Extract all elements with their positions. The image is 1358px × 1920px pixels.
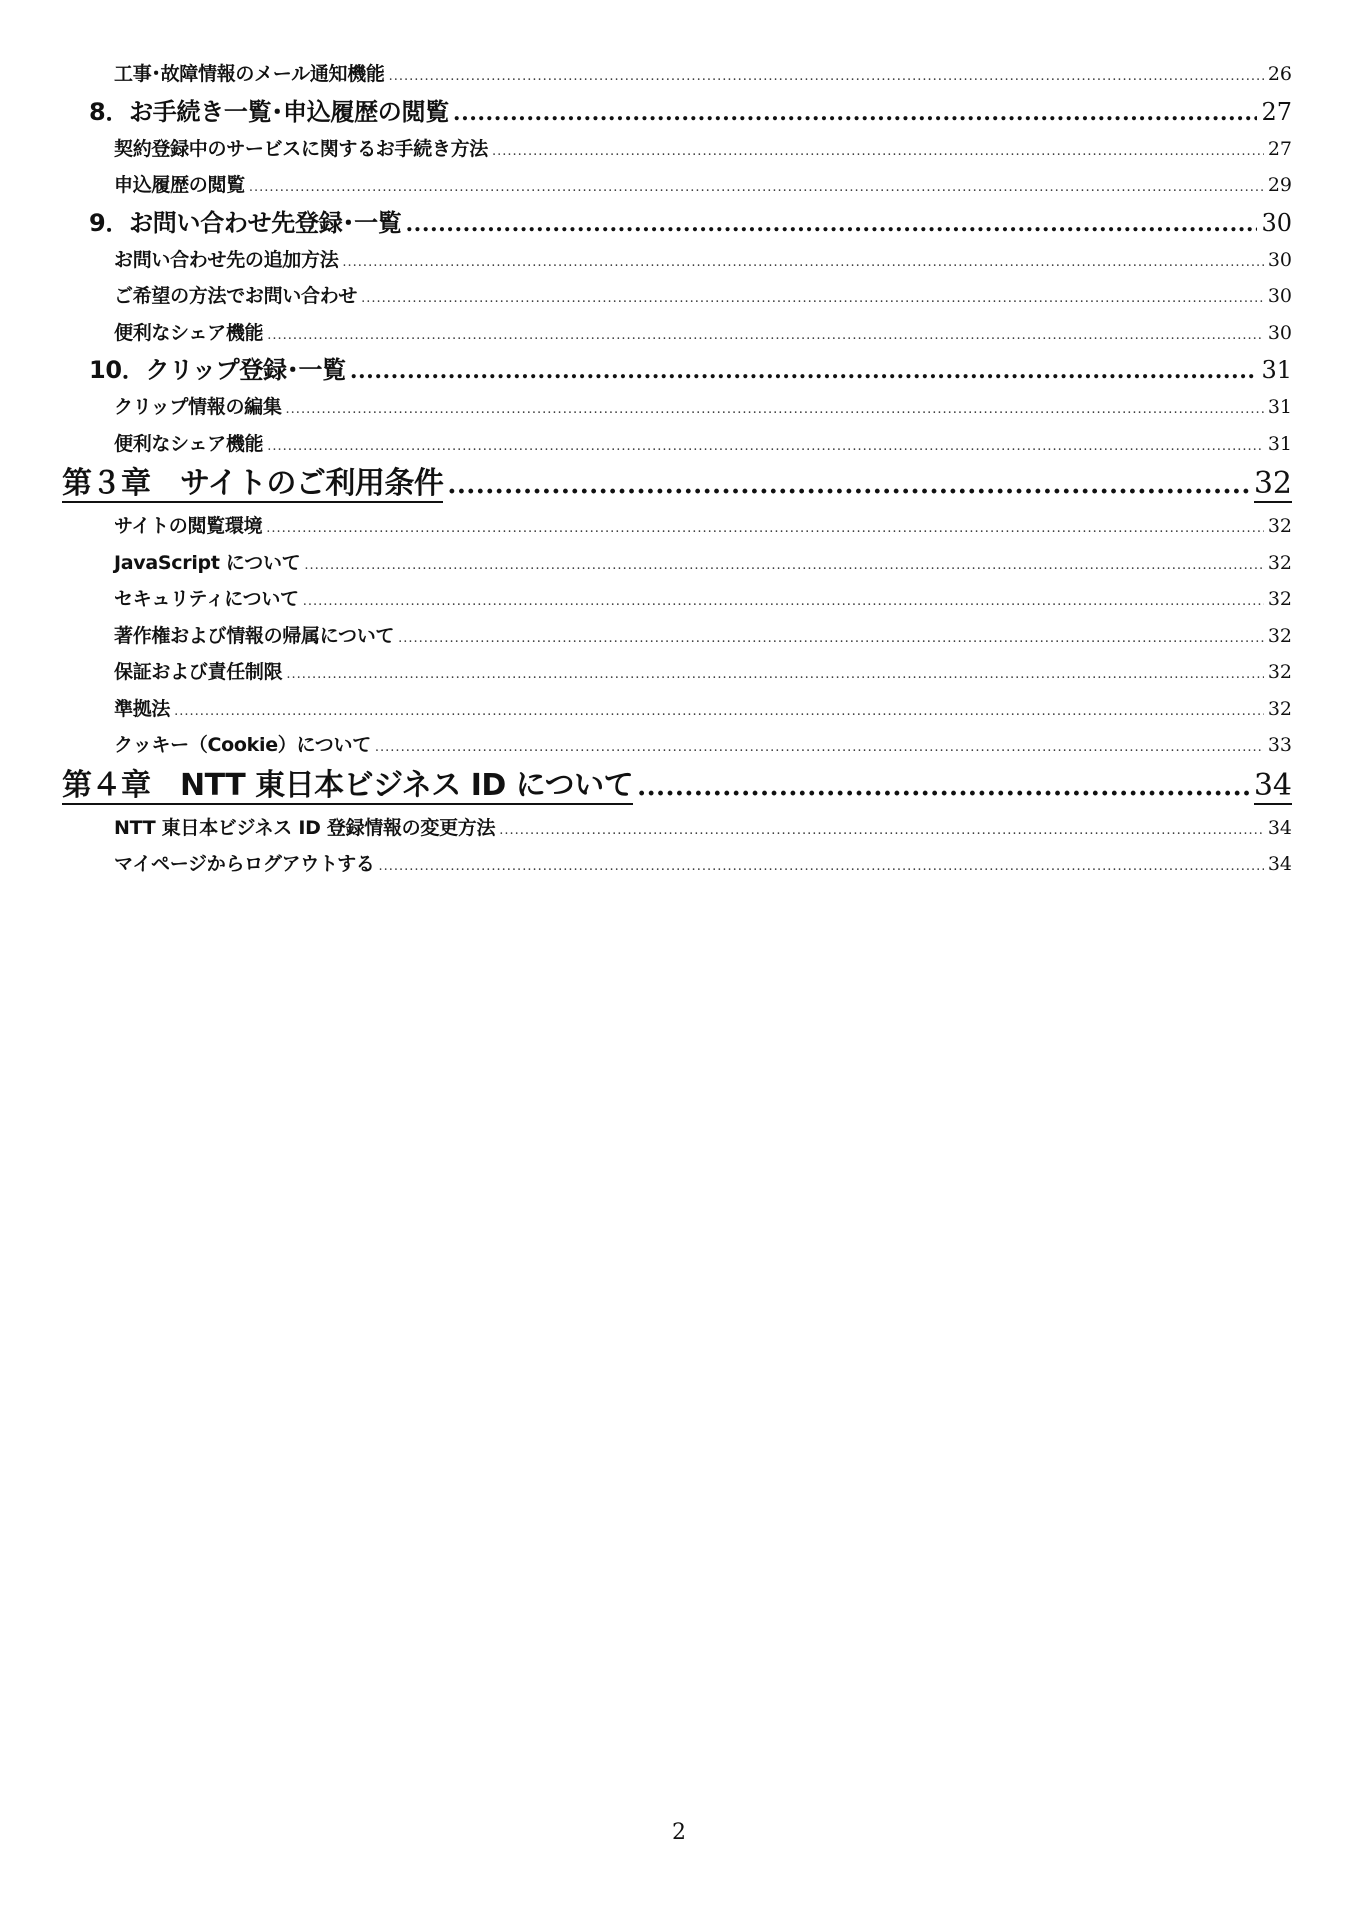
toc-section-entry[interactable] [62, 204, 1292, 242]
toc-dot-leader [174, 694, 1264, 731]
toc-entry-page: 32 [1267, 588, 1292, 610]
toc-entry-page: 31 [1267, 432, 1292, 455]
toc-dot-leader [398, 621, 1264, 658]
toc-entry-page: 27 [1261, 97, 1292, 126]
toc-entry[interactable] [62, 167, 1292, 204]
toc-entry-page: 31 [1261, 356, 1292, 384]
page-number: 2 [672, 1820, 686, 1845]
toc-entry[interactable] [62, 545, 1292, 582]
toc-entry-page: 30 [1261, 208, 1292, 237]
toc-section-entry[interactable] [62, 93, 1292, 131]
toc-dot-leader [267, 318, 1264, 355]
toc-dot-leader [286, 657, 1264, 694]
toc-chapter-page: 32 [1253, 466, 1292, 501]
toc-entry-page: 34 [1267, 853, 1292, 875]
toc-chapter-entry[interactable] [62, 764, 1292, 810]
toc-entry-title: 契約登録中のサービスに関するお手続き方法 [114, 137, 489, 160]
toc-entry-page: 32 [1267, 661, 1292, 683]
toc-entry[interactable] [62, 846, 1292, 883]
toc-entry-title: お問い合わせ先の追加方法 [114, 248, 339, 271]
toc-dot-leader [389, 59, 1264, 96]
toc-entry-title: 著作権および情報の帰属について [114, 624, 395, 647]
toc-dot-leader [304, 548, 1263, 585]
toc-entry-title: 便利なシェア機能 [114, 432, 264, 455]
toc-entry[interactable] [62, 278, 1292, 315]
toc-entry-title: 工事･故障情報のメール通知機能 [114, 63, 385, 85]
toc-entry[interactable] [62, 508, 1292, 545]
toc-chapter-entry[interactable] [62, 462, 1292, 508]
toc-entry[interactable] [62, 131, 1292, 168]
toc-entry-title: 準拠法 [114, 697, 171, 720]
toc-dot-leader [361, 281, 1264, 318]
toc-entry-page: 30 [1267, 321, 1292, 344]
toc-dot-leader [406, 205, 1258, 243]
toc-entry-page: 32 [1267, 551, 1292, 574]
toc-entry-title: 9．お問い合わせ先登録･一覧 [89, 208, 402, 237]
toc-dot-leader [499, 813, 1264, 850]
toc-entry-title: 便利なシェア機能 [114, 321, 264, 344]
toc-entry-page: 34 [1267, 816, 1292, 839]
toc-dot-leader [266, 511, 1264, 548]
toc-dot-leader [375, 730, 1264, 767]
toc-chapter-title: 第３章 サイトのご利用条件 [62, 466, 444, 501]
toc-entry[interactable] [62, 581, 1292, 618]
toc-entry-title: NTT 東日本ビジネス ID 登録情報の変更方法 [114, 816, 496, 839]
toc-entry-page: 29 [1267, 174, 1292, 196]
toc-entry-title: 保証および責任制限 [114, 661, 283, 683]
toc-entry-page: 30 [1267, 285, 1292, 307]
toc-entry-page: 31 [1267, 396, 1292, 418]
toc-dot-leader [286, 392, 1264, 429]
toc-chapter-title: 第４章 NTT 東日本ビジネス ID について [62, 767, 634, 803]
toc-entry-title: 申込履歴の閲覧 [114, 174, 245, 196]
toc-dot-leader [378, 849, 1263, 886]
toc-entry[interactable] [62, 389, 1292, 426]
toc-entry-page: 26 [1267, 63, 1292, 85]
toc-section-entry[interactable] [62, 351, 1292, 389]
toc-entry-page: 32 [1267, 697, 1292, 720]
toc-entry-title: マイページからログアウトする [114, 853, 375, 875]
toc-entry[interactable] [62, 315, 1292, 352]
toc-entry-page: 30 [1267, 248, 1292, 271]
toc-entry-page: 27 [1267, 137, 1292, 160]
toc-entry-title: 10．クリップ登録･一覧 [89, 356, 346, 384]
table-of-contents [62, 56, 1292, 883]
toc-entry-page: 33 [1267, 734, 1292, 756]
toc-dot-leader [492, 134, 1264, 171]
toc-entry[interactable] [62, 810, 1292, 847]
toc-entry-title: セキュリティについて [114, 588, 299, 610]
toc-dot-leader [350, 352, 1258, 390]
toc-entry[interactable] [62, 727, 1292, 764]
toc-chapter-page: 34 [1253, 767, 1292, 803]
toc-entry[interactable] [62, 56, 1292, 93]
toc-entry[interactable] [62, 426, 1292, 463]
toc-dot-leader [453, 94, 1258, 132]
toc-entry-title: JavaScript について [114, 551, 301, 574]
toc-entry-title: ご希望の方法でお問い合わせ [114, 285, 358, 307]
toc-entry[interactable] [62, 618, 1292, 655]
toc-entry[interactable] [62, 691, 1292, 728]
toc-dot-leader [342, 245, 1263, 282]
toc-entry-title: クリップ情報の編集 [114, 396, 282, 418]
toc-entry[interactable] [62, 654, 1292, 691]
toc-entry-page: 32 [1267, 515, 1292, 537]
toc-entry-title: 8．お手続き一覧･申込履歴の閲覧 [89, 97, 449, 126]
toc-entry-title: サイトの閲覧環境 [114, 515, 263, 537]
toc-entry[interactable] [62, 242, 1292, 279]
toc-dot-leader [447, 462, 1249, 508]
toc-dot-leader [249, 170, 1264, 207]
toc-dot-leader [267, 429, 1264, 466]
toc-dot-leader [637, 764, 1250, 810]
toc-entry-title: クッキー（Cookie）について [114, 734, 371, 756]
toc-entry-page: 32 [1267, 624, 1292, 647]
toc-dot-leader [303, 584, 1264, 621]
